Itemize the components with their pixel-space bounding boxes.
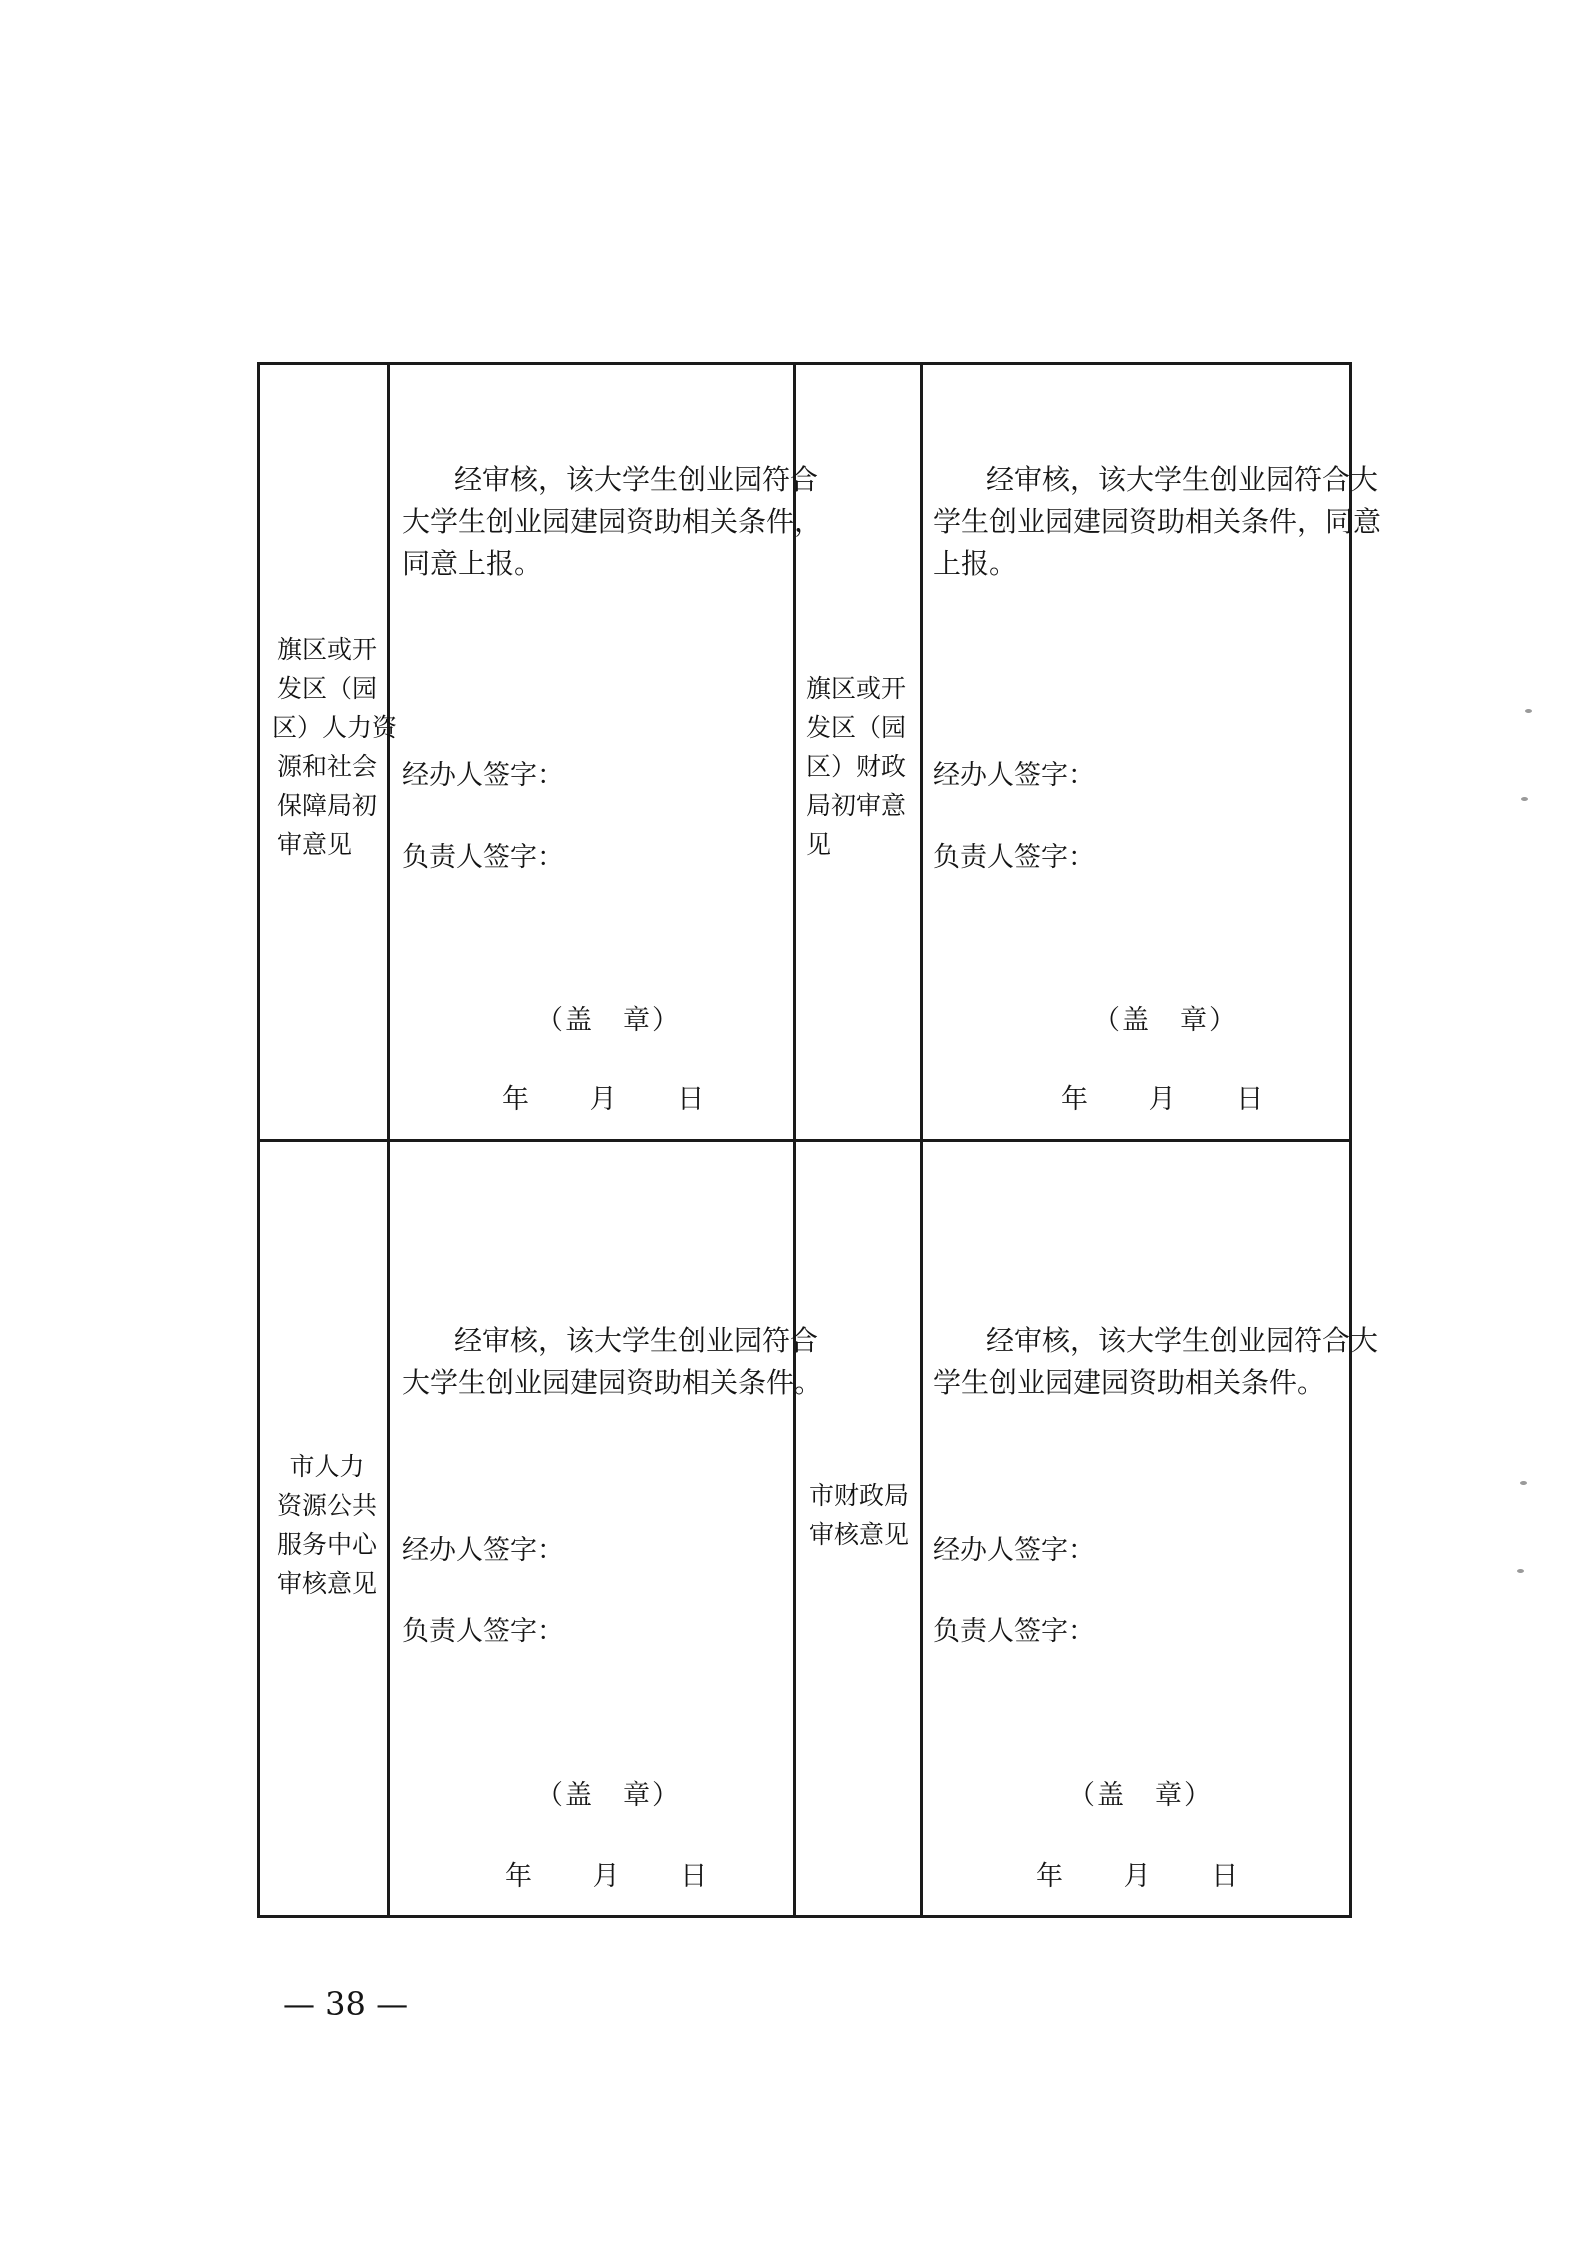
cell-4-opinion (933, 1320, 1378, 1404)
cell-3-label-line: 市人力 (289, 1452, 365, 1481)
cell-1-responsible-signature: 负责人签字： (402, 842, 564, 873)
cell-3-date (505, 1859, 707, 1895)
cell-1-handler-signature: 经办人签字： (402, 760, 564, 791)
cell-3-label-line: 服务中心 (277, 1530, 378, 1559)
scan-speck (1525, 709, 1532, 713)
cell-1-label-line: 保障局初 (277, 791, 378, 820)
table-border-bottom (257, 1915, 1352, 1918)
cell-2-label-line: 发区（园 (806, 713, 907, 742)
cell-1-label-line: 审意见 (277, 830, 353, 859)
date-month: 月 (589, 1084, 617, 1115)
cell-4-handler-signature: 经办人签字： (933, 1535, 1095, 1566)
opinion-line: 学生创业园建园资助相关条件。 (933, 1366, 1326, 1399)
cell-3-label-line: 审核意见 (277, 1569, 378, 1598)
cell-1-opinion (402, 459, 822, 585)
cell-2-opinion (933, 459, 1381, 585)
date-month: 月 (1123, 1861, 1151, 1892)
cell-4-label (809, 1476, 909, 1554)
opinion-line: 同意上报。 (402, 547, 543, 580)
cell-3-seal: （盖 章） (536, 1780, 681, 1811)
opinion-line: 大学生创业园建园资助相关条件。 (402, 1366, 823, 1399)
date-day: 日 (680, 1861, 708, 1892)
date-day: 日 (1236, 1084, 1264, 1115)
date-year: 年 (505, 1861, 532, 1892)
cell-1-label (272, 630, 398, 864)
cell-4-date (1036, 1859, 1238, 1895)
cell-3-label-line: 资源公共 (277, 1491, 378, 1520)
opinion-line: 上报。 (933, 547, 1018, 580)
cell-1-label-line: 旗区或开 (277, 635, 378, 664)
cell-4-seal: （盖 章） (1068, 1780, 1213, 1811)
cell-1-label-line: 发区（园 (277, 674, 378, 703)
cell-2-label-line: 旗区或开 (806, 674, 907, 703)
cell-4-responsible-signature: 负责人签字： (933, 1616, 1095, 1647)
cell-2-seal: （盖 章） (1093, 1005, 1238, 1036)
table-row-divider (257, 1139, 1352, 1142)
cell-2-handler-signature: 经办人签字： (933, 760, 1095, 791)
cell-3-handler-signature: 经办人签字： (402, 1535, 564, 1566)
cell-1-date (502, 1082, 704, 1118)
date-month: 月 (1148, 1084, 1176, 1115)
cell-3-opinion (402, 1320, 822, 1404)
cell-3-label (277, 1447, 377, 1603)
page-number: — 38 — (283, 1985, 409, 2023)
scan-speck (1517, 1569, 1524, 1573)
cell-3-responsible-signature: 负责人签字： (402, 1616, 564, 1647)
opinion-line: 经审核，该大学生创业园符合 (454, 1324, 819, 1357)
opinion-line: 学生创业园建园资助相关条件，同意 (933, 505, 1382, 538)
cell-4-label-line: 审核意见 (809, 1520, 910, 1549)
date-month: 月 (592, 1861, 620, 1892)
date-year: 年 (1061, 1084, 1088, 1115)
cell-2-responsible-signature: 负责人签字： (933, 842, 1095, 873)
cell-2-label-line: 局初审意 (806, 791, 907, 820)
date-day: 日 (1211, 1861, 1239, 1892)
cell-2-label-line: 见 (806, 830, 832, 859)
date-day: 日 (677, 1084, 705, 1115)
date-year: 年 (1036, 1861, 1063, 1892)
cell-1-label-line: 区）人力资 (272, 713, 398, 742)
cell-4-label-line: 市财政局 (809, 1481, 910, 1510)
cell-2-date (1061, 1082, 1263, 1118)
scan-speck (1521, 797, 1528, 801)
opinion-line: 经审核，该大学生创业园符合 (454, 463, 819, 496)
opinion-line: 经审核，该大学生创业园符合大 (986, 1324, 1379, 1357)
opinion-line: 大学生创业园建园资助相关条件， (402, 505, 823, 538)
cell-2-label-line: 区）财政 (806, 752, 907, 781)
cell-1-seal: （盖 章） (536, 1005, 681, 1036)
cell-1-label-line: 源和社会 (277, 752, 378, 781)
scan-speck (1520, 1481, 1527, 1485)
cell-2-label (806, 669, 906, 864)
table-border-top (257, 362, 1352, 365)
date-year: 年 (502, 1084, 529, 1115)
opinion-line: 经审核，该大学生创业园符合大 (986, 463, 1379, 496)
